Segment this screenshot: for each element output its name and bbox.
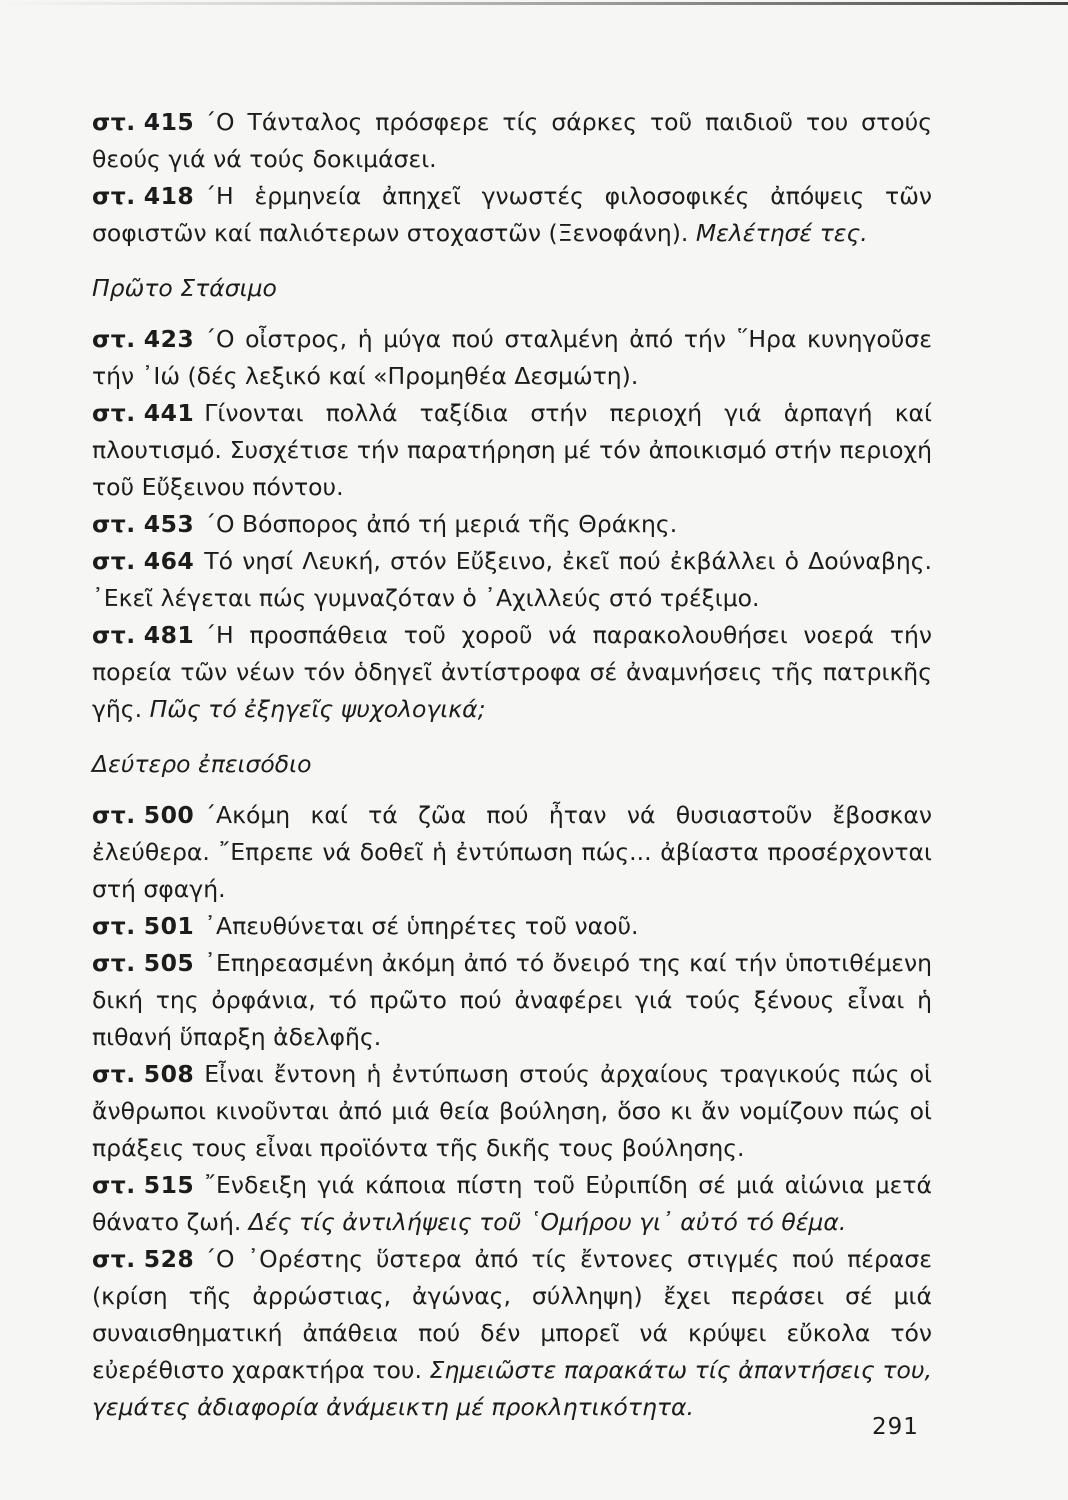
note-entry xyxy=(92,617,932,728)
note-entry xyxy=(92,321,932,395)
verse-reference xyxy=(92,182,204,210)
note-text: ΄Η προσπάθεια τοῦ χοροῦ νά παρακολουθήσει νοερά τήν πορεία τῶν νέων τόν ὁδηγεῖ ἀντίστροφα σέ ἀναμνήσεις τῆς πατρικῆς γῆς. xyxy=(92,621,932,723)
verse-label: στ. xyxy=(92,510,136,538)
note-text: ΄Ο οἶστρος, ἡ μύγα πού σταλμένη ἀπό τήν ῞Ηρα κυνηγοῦσε τήν ᾽Ιώ (δές λεξικό καί «Προμηθέα Δεσμώτη). xyxy=(92,325,932,390)
verse-number: 481 xyxy=(143,621,195,649)
note-text: Τό νησί Λευκή, στόν Εὔξεινο, ἐκεῖ πού ἐκβάλλει ὁ Δούναβης. ᾽Εκεῖ λέγεται πώς γυμναζόταν ὁ ᾽Αχιλλεύς στό τρέξιμο. xyxy=(92,547,932,612)
verse-reference xyxy=(92,325,204,353)
note-text: ΄Ο Βόσπορος ἀπό τή μεριά τῆς Θράκης. xyxy=(204,510,678,538)
note-text: ΄Ακόμη καί τά ζῶα πού ἦταν νά θυσιαστοῦν ἔβοσκαν ἐλεύθερα. ῎Επρεπε νά δοθεῖ ἡ ἐντύπωση πώς... ἀβίαστα προσέρχονται στή σφαγή. xyxy=(92,801,932,903)
note-text: ᾽Απευθύνεται σέ ὑπηρέτες τοῦ ναοῦ. xyxy=(204,912,639,940)
verse-number: 500 xyxy=(143,801,195,829)
verse-number: 415 xyxy=(143,108,195,136)
note-text: ΄Ο Τάνταλος πρόσφερε τίς σάρκες τοῦ παιδιοῦ του στούς θεούς γιά νά τούς δοκιμάσει. xyxy=(92,108,932,173)
verse-label: στ. xyxy=(92,108,136,136)
document-body xyxy=(92,104,932,1426)
verse-reference xyxy=(92,949,204,977)
note-text: ῎Ενδειξη γιά κάποια πίστη τοῦ Εὐριπίδη σέ μιά αἰώνια μετά θάνατο ζωή. xyxy=(92,1171,932,1236)
note-entry xyxy=(92,506,932,543)
verse-number: 501 xyxy=(143,912,195,940)
note-entry xyxy=(92,178,932,252)
verse-label: στ. xyxy=(92,621,136,649)
verse-reference xyxy=(92,1060,204,1088)
verse-reference xyxy=(92,547,204,575)
top-edge-line xyxy=(0,2,1068,5)
verse-reference xyxy=(92,621,204,649)
section-heading: Πρῶτο Στάσιμο xyxy=(92,274,277,302)
verse-label: στ. xyxy=(92,1060,136,1088)
note-entry xyxy=(92,1167,932,1241)
verse-reference xyxy=(92,1171,204,1199)
verse-label: στ. xyxy=(92,801,136,829)
note-instruction: Πῶς τό ἐξηγεῖς ψυχολογικά; xyxy=(149,695,486,723)
verse-label: στ. xyxy=(92,1171,136,1199)
verse-reference xyxy=(92,801,204,829)
note-entry xyxy=(92,797,932,908)
note-entry xyxy=(92,908,932,945)
page-number: 291 xyxy=(872,1414,919,1440)
note-entry xyxy=(92,104,932,178)
verse-label: στ. xyxy=(92,182,136,210)
note-instruction: Μελέτησέ τες. xyxy=(695,219,868,247)
verse-label: στ. xyxy=(92,1245,136,1273)
note-entry xyxy=(92,945,932,1056)
note-text: ΄Ο ᾽Ορέστης ὕστερα ἀπό τίς ἔντονες στιγμές πού πέρασε (κρίση τῆς ἀρρώστιας, ἀγώνας, σύλληψη) ἔχει περάσει σέ μιά συναισθηματική ἀπάθεια πού δέν μπορεῖ νά κρύψει εὔκολα τόν εὐερέθιστο χαρακτήρα του. xyxy=(92,1245,932,1384)
verse-reference xyxy=(92,399,204,427)
verse-reference xyxy=(92,912,204,940)
note-entry xyxy=(92,395,932,506)
verse-number: 508 xyxy=(143,1060,195,1088)
note-entry xyxy=(92,543,932,617)
note-entry xyxy=(92,1056,932,1167)
verse-number: 423 xyxy=(143,325,195,353)
verse-label: στ. xyxy=(92,547,136,575)
verse-number: 528 xyxy=(143,1245,195,1273)
verse-reference xyxy=(92,510,204,538)
verse-reference xyxy=(92,108,204,136)
verse-number: 418 xyxy=(143,182,195,210)
section-heading: Δεύτερο ἐπεισόδιο xyxy=(92,750,312,778)
note-text: Εἶναι ἔντονη ἡ ἐντύπωση στούς ἀρχαίους τραγικούς πώς οἱ ἄνθρωποι κινοῦνται ἀπό μιά θεία βούληση, ὅσο κι ἄν νομίζουν πώς οἱ πράξεις τους εἶναι προϊόντα τῆς δικῆς τους βούλησης. xyxy=(92,1060,932,1162)
note-text: ΄Η ἑρμηνεία ἀπηχεῖ γνωστές φιλοσοφικές ἀπόψεις τῶν σοφιστῶν καί παλιότερων στοχαστῶν (Ξενοφάνη). xyxy=(92,182,932,247)
verse-label: στ. xyxy=(92,949,136,977)
verse-number: 515 xyxy=(143,1171,195,1199)
note-text: ᾽Επηρεασμένη ἀκόμη ἀπό τό ὄνειρό της καί τήν ὑποτιθέμενη δική της ὀρφάνια, τό πρῶτο πού ἀναφέρει γιά τούς ξένους εἶναι ἡ πιθανή ὕπαρξη ἀδελφῆς. xyxy=(92,949,932,1051)
verse-reference xyxy=(92,1245,204,1273)
note-entry xyxy=(92,1241,932,1426)
note-text: Γίνονται πολλά ταξίδια στήν περιοχή γιά ἁρπαγή καί πλουτισμό. Συσχέτισε τήν παρατήρηση μέ τόν ἀποικισμό στήν περιοχή τοῦ Εὔξεινου πόντου. xyxy=(92,399,932,501)
verse-label: στ. xyxy=(92,399,136,427)
note-instruction: Σημειῶστε παρακάτω τίς ἀπαντήσεις του, γεμάτες ἀδιαφορία ἀνάμεικτη μέ προκλητικότητα. xyxy=(92,1356,932,1421)
verse-number: 453 xyxy=(143,510,195,538)
verse-label: στ. xyxy=(92,912,136,940)
verse-number: 464 xyxy=(143,547,195,575)
verse-number: 505 xyxy=(143,949,195,977)
verse-label: στ. xyxy=(92,325,136,353)
note-instruction: Δές τίς ἀντιλήψεις τοῦ ῾Ομήρου γι᾽ αὐτό τό θέμα. xyxy=(248,1208,847,1236)
verse-number: 441 xyxy=(143,399,195,427)
